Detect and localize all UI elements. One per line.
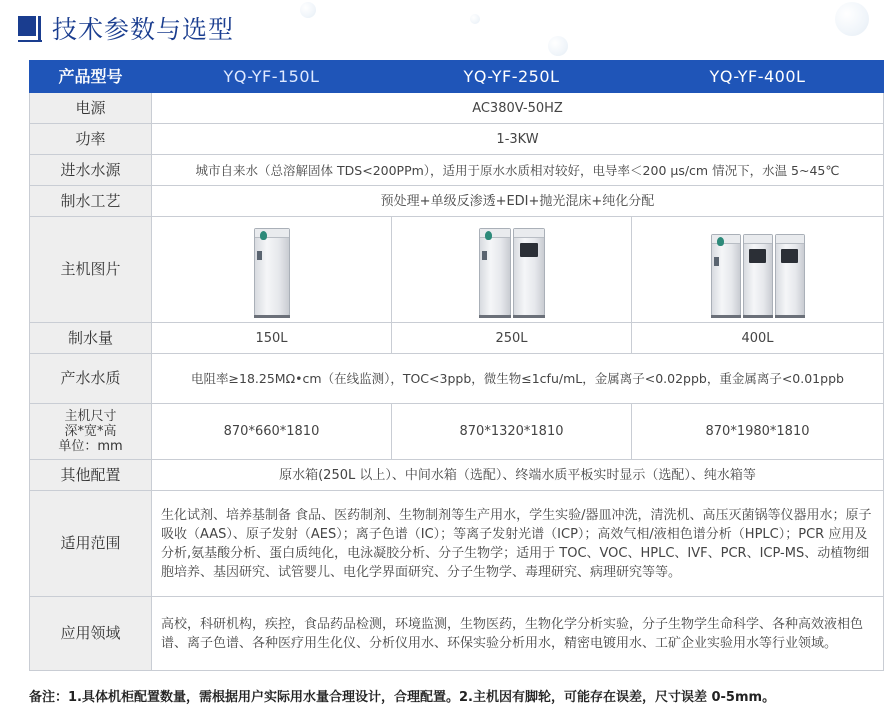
row-label: 应用领域 xyxy=(30,597,152,671)
page-title: 技术参数与选型 xyxy=(52,15,235,44)
size-400l: 870*1980*1810 xyxy=(632,404,884,460)
model-250l: YQ-YF-250L xyxy=(392,61,632,93)
table-row xyxy=(30,597,884,671)
table-row xyxy=(30,460,884,491)
square-bullet-icon xyxy=(18,16,42,40)
water-system-cabinet xyxy=(775,234,805,316)
water-system-cabinet xyxy=(711,234,741,316)
header-label: 产品型号 xyxy=(30,61,152,93)
water-system-cabinet xyxy=(513,228,545,316)
table-row xyxy=(30,61,884,93)
unit-image-250l xyxy=(392,217,632,323)
capacity-250l: 250L xyxy=(392,323,632,354)
size-150l: 870*660*1810 xyxy=(152,404,392,460)
unit-image-150l xyxy=(152,217,392,323)
fields-value: 高校，科研机构，疾控，食品药品检测，环境监测，生物医药，生物化学分析实验，分子生物学生命科学、各种高效液相色谱、离子色谱、各种医疗用生化仪、分析仪用水、环保实验分析用水，精密电镀用水、工矿企业实验用水等行业领域。 xyxy=(152,597,884,671)
table-row xyxy=(30,93,884,124)
water-system-cabinet xyxy=(254,228,290,316)
row-label: 制水工艺 xyxy=(30,186,152,217)
row-label: 主机图片 xyxy=(30,217,152,323)
water-system-cabinet xyxy=(743,234,773,316)
power-supply-value: AC380V-50HZ xyxy=(152,93,884,124)
row-label: 适用范围 xyxy=(30,491,152,597)
process-value: 预处理+单级反渗透+EDI+抛光混床+纯化分配 xyxy=(152,186,884,217)
size-label xyxy=(30,404,152,460)
inlet-water-value: 城市自来水（总溶解固体 TDS<200PPm），适用于原水水质相对较好，电导率＜200 μs/cm 情况下，水温 5~45℃ xyxy=(152,155,884,186)
model-150l: YQ-YF-150L xyxy=(152,61,392,93)
row-label: 进水水源 xyxy=(30,155,152,186)
capacity-150l: 150L xyxy=(152,323,392,354)
table-row xyxy=(30,404,884,460)
row-label: 电源 xyxy=(30,93,152,124)
row-label: 产水水质 xyxy=(30,354,152,404)
capacity-400l: 400L xyxy=(632,323,884,354)
table-row xyxy=(30,217,884,323)
scope-value: 生化试剂、培养基制备 食品、医药制剂、生物制剂等生产用水，学生实验/器皿冲洗，清洗机、高压灭菌锅等仪器用水；原子吸收（AAS）、原子发射（AES）；离子色谱（IC）；等离子发射光谱（ICP）；高效气相/液相色谱分析（HPLC）；PCR 应用及分析,氨基酸分析、蛋白质纯化，电泳凝胶分析、分子生物学；适用于 TOC、VOC、HPLC、IVF、PCR、ICP-MS、动植物细胞培养、基因研究、试管婴儿、电化学界面研究、分子生物学、毒理研究、病理研究等等。 xyxy=(152,491,884,597)
size-label-line: 单位：mm xyxy=(58,439,123,454)
spec-table xyxy=(29,60,884,671)
model-400l: YQ-YF-400L xyxy=(632,61,884,93)
size-250l: 870*1320*1810 xyxy=(392,404,632,460)
table-row xyxy=(30,354,884,404)
power-value: 1-3KW xyxy=(152,124,884,155)
other-config-value: 原水箱(250L 以上）、中间水箱（选配）、终端水质平板实时显示（选配）、纯水箱等 xyxy=(152,460,884,491)
table-row xyxy=(30,155,884,186)
footnote: 备注：1.具体机柜配置数量，需根据用户实际用水量合理设计，合理配置。2.主机因有脚轮，可能存在误差，尺寸误差 0-5mm。 xyxy=(29,690,776,705)
size-label-line: 深*宽*高 xyxy=(64,424,117,439)
table-row xyxy=(30,186,884,217)
row-label: 其他配置 xyxy=(30,460,152,491)
table-row xyxy=(30,323,884,354)
row-label: 功率 xyxy=(30,124,152,155)
water-system-cabinet xyxy=(479,228,511,316)
unit-image-400l xyxy=(632,217,884,323)
table-row xyxy=(30,124,884,155)
table-row xyxy=(30,491,884,597)
quality-value: 电阻率≥18.25MΩ•cm（在线监测），TOC<3ppb，微生物≤1cfu/mL，金属离子<0.02ppb，重金属离子<0.01ppb xyxy=(152,354,884,404)
size-label-line: 主机尺寸 xyxy=(64,409,117,424)
row-label: 制水量 xyxy=(30,323,152,354)
section-header xyxy=(18,8,878,48)
